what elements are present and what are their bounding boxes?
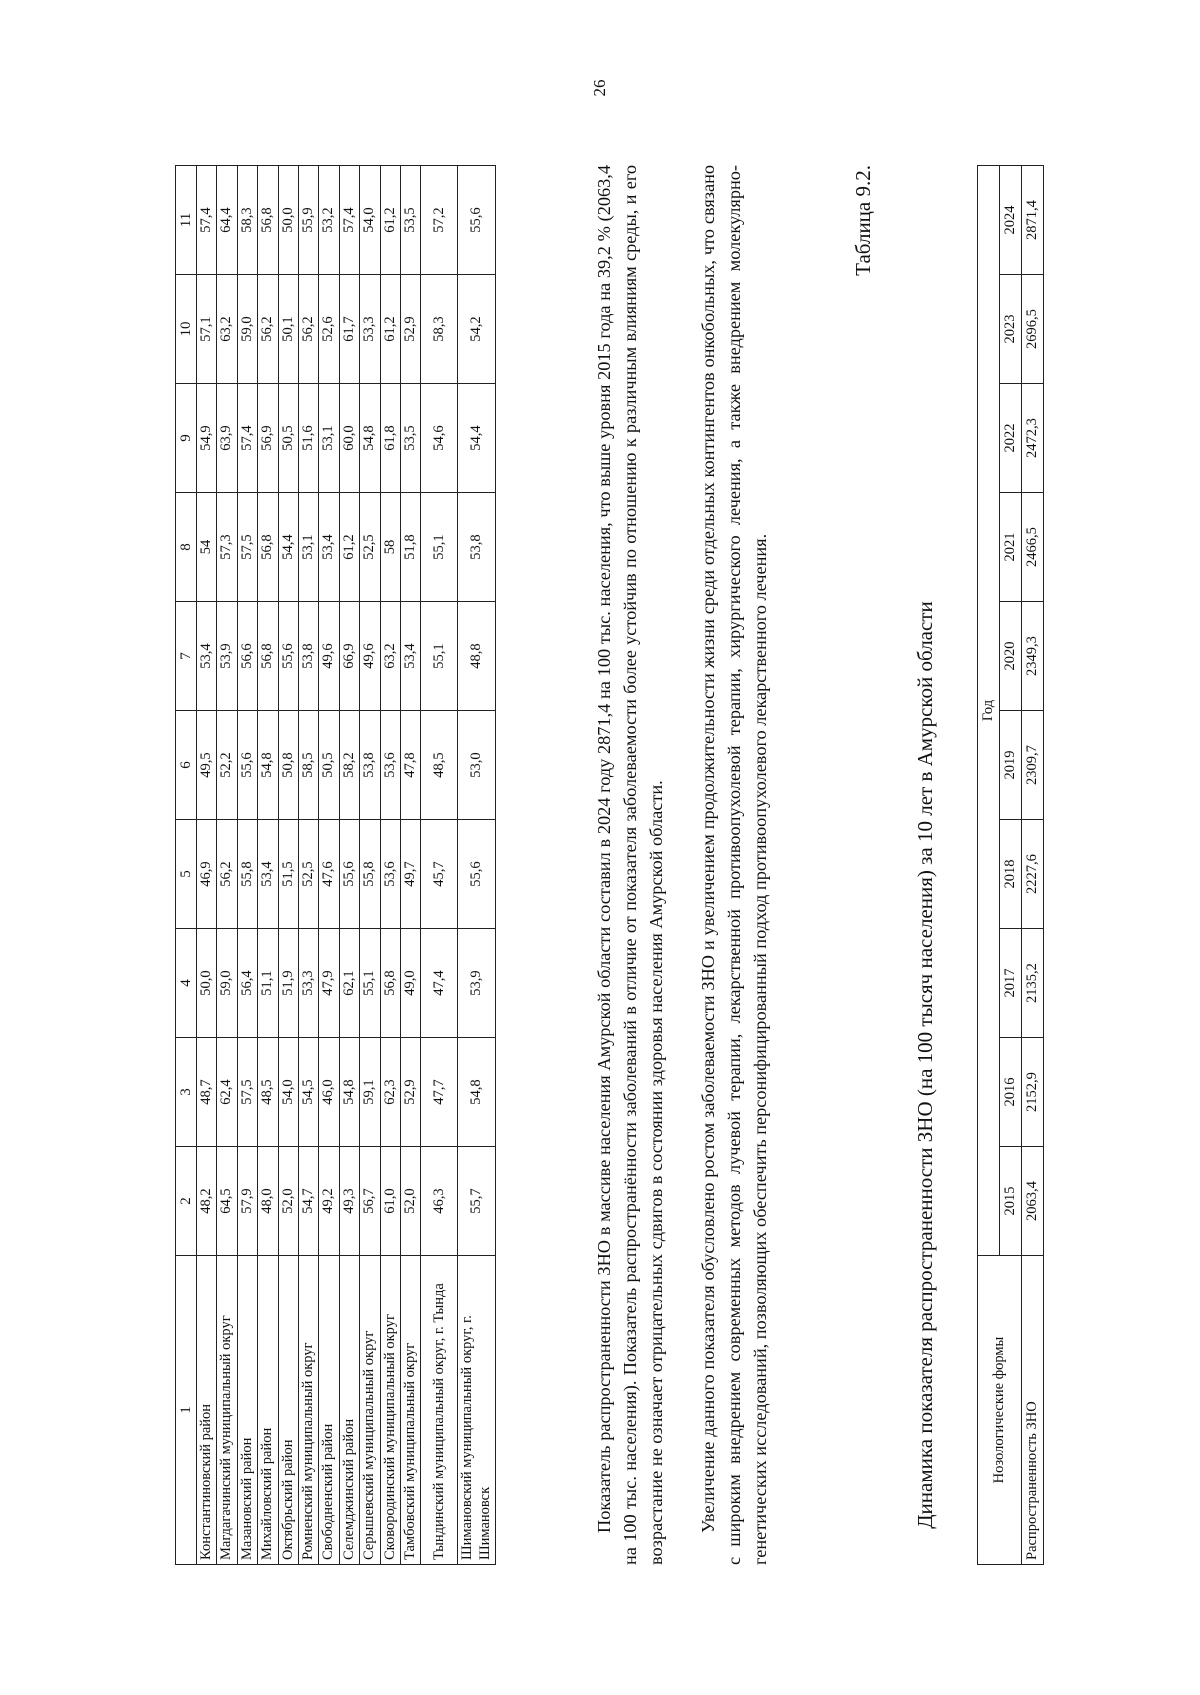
col-header-7: 7 xyxy=(176,602,197,711)
table-cell: 47,8 xyxy=(400,711,420,820)
table-cell: 55,1 xyxy=(421,493,458,602)
dynamics-header-row xyxy=(978,166,1000,1565)
table-cell: 48,8 xyxy=(458,602,496,711)
table-cell: 45,7 xyxy=(421,820,458,929)
table-cell: 2696,5 xyxy=(1022,275,1044,384)
table-cell: 55,1 xyxy=(421,602,458,711)
table-cell: 52,9 xyxy=(400,1038,420,1147)
district-name: Магдагачинский муниципальный округ xyxy=(217,1256,237,1565)
table-cell: 2135,2 xyxy=(1022,929,1044,1038)
table-cell: 56,8 xyxy=(258,166,278,275)
table-cell: 47,9 xyxy=(319,929,339,1038)
col-header-4: 4 xyxy=(176,929,197,1038)
year-header: 2023 xyxy=(1000,275,1022,384)
district-name: Селемджинский район xyxy=(339,1256,359,1565)
table-cell: 53,9 xyxy=(458,929,496,1038)
table-cell: 53,2 xyxy=(319,166,339,275)
year-header: 2019 xyxy=(1000,711,1022,820)
table-row xyxy=(339,166,359,1565)
table-cell: 66,9 xyxy=(339,602,359,711)
table-cell: 56,8 xyxy=(258,493,278,602)
table-cell: 53,8 xyxy=(458,493,496,602)
table-cell: 55,6 xyxy=(237,711,257,820)
table-row xyxy=(217,166,237,1565)
table-cell: 53,4 xyxy=(197,602,217,711)
table-cell: 61,8 xyxy=(380,384,400,493)
district-name: Сковородинский муниципальный округ xyxy=(380,1256,400,1565)
table-row xyxy=(380,166,400,1565)
col-header-9: 9 xyxy=(176,384,197,493)
table-cell: 50,0 xyxy=(278,166,298,275)
table-cell: 53,5 xyxy=(400,166,420,275)
year-header: 2020 xyxy=(1000,602,1022,711)
table-cell: 50,1 xyxy=(278,275,298,384)
table-cell: 57,9 xyxy=(237,1147,257,1256)
district-name: Свободненский район xyxy=(319,1256,339,1565)
table-cell: 55,8 xyxy=(360,820,380,929)
district-name: Шимановский муниципальный округ, г. Шимановск xyxy=(458,1256,496,1565)
table-cell: 52,0 xyxy=(400,1147,420,1256)
table-cell: 2227,6 xyxy=(1022,820,1044,929)
table-cell: 50,0 xyxy=(197,929,217,1038)
district-table xyxy=(175,165,496,1565)
table-cell: 46,0 xyxy=(319,1038,339,1147)
table-row xyxy=(258,166,278,1565)
table-cell: 48,0 xyxy=(258,1147,278,1256)
table-cell: 53,8 xyxy=(298,602,318,711)
district-table-header xyxy=(176,166,197,1565)
table-cell: 63,9 xyxy=(217,384,237,493)
table-row xyxy=(197,166,217,1565)
year-header: 2018 xyxy=(1000,820,1022,929)
table-cell: 58,3 xyxy=(237,166,257,275)
table-cell: 47,4 xyxy=(421,929,458,1038)
table-cell: 56,2 xyxy=(217,820,237,929)
table-cell: 62,4 xyxy=(217,1038,237,1147)
table-cell: 55,6 xyxy=(339,820,359,929)
district-name: Ромненский муниципальный округ xyxy=(298,1256,318,1565)
table-cell: 56,8 xyxy=(258,602,278,711)
district-name: Тамбовский муниципальный округ xyxy=(400,1256,420,1565)
table-cell: 54,4 xyxy=(458,384,496,493)
year-header: 2024 xyxy=(1000,166,1022,275)
district-name: Серышевский муниципальный округ xyxy=(360,1256,380,1565)
table-cell: 49,6 xyxy=(360,602,380,711)
table-cell: 59,0 xyxy=(217,929,237,1038)
table-row xyxy=(360,166,380,1565)
table-cell: 46,9 xyxy=(197,820,217,929)
table-cell: 2063,4 xyxy=(1022,1147,1044,1256)
table-cell: 2871,4 xyxy=(1022,166,1044,275)
table-cell: 53,4 xyxy=(258,820,278,929)
table-cell: 54,5 xyxy=(298,1038,318,1147)
table-cell: 53,0 xyxy=(458,711,496,820)
table-cell: 61,2 xyxy=(339,493,359,602)
table-cell: 63,2 xyxy=(380,602,400,711)
table-cell: 54,0 xyxy=(360,166,380,275)
table-row xyxy=(298,166,318,1565)
table-cell: 61,7 xyxy=(339,275,359,384)
table-row xyxy=(421,166,458,1565)
table-cell: 57,5 xyxy=(237,493,257,602)
table-cell: 53,3 xyxy=(360,275,380,384)
paragraph-prevalence: Показатель распространенности ЗНО в массиве населения Амурской области составил в 2024 году 2871,4 на 100 тыс. населения, что выше уровня 2015 года на 39,2 % (2063,4 на 100 тыс. населения). Показатель распространённости заболеваний в отличие от показателя заболеваемости более устойчив по отношению к различным влияниям среды, и его возрастание не означает отрицательных сдвигов в состоянии здоровья населения Амурской области. xyxy=(594,165,666,1565)
table-cell: 49,5 xyxy=(197,711,217,820)
table-cell: 52,6 xyxy=(319,275,339,384)
table-cell: 55,6 xyxy=(278,602,298,711)
table-cell: 53,1 xyxy=(319,384,339,493)
table-cell: 61,2 xyxy=(380,166,400,275)
table-cell: 2349,3 xyxy=(1022,602,1044,711)
table-label: Таблица 9.2. xyxy=(851,165,875,276)
table-row xyxy=(237,166,257,1565)
table-cell: 64,5 xyxy=(217,1147,237,1256)
table-cell: 63,2 xyxy=(217,275,237,384)
table-cell: 55,6 xyxy=(458,166,496,275)
table-cell: 57,2 xyxy=(421,166,458,275)
table-cell: 53,9 xyxy=(217,602,237,711)
table-cell: 53,6 xyxy=(380,820,400,929)
table-cell: 56,2 xyxy=(298,275,318,384)
district-name: Константиновский район xyxy=(197,1256,217,1565)
table-cell: 62,1 xyxy=(339,929,359,1038)
table-cell: 59,1 xyxy=(360,1038,380,1147)
table-cell: 48,7 xyxy=(197,1038,217,1147)
table-cell: 55,8 xyxy=(237,820,257,929)
table-cell: 55,7 xyxy=(458,1147,496,1256)
table-cell: 53,3 xyxy=(298,929,318,1038)
dynamics-table xyxy=(977,165,1044,1565)
col-header-2: 2 xyxy=(176,1147,197,1256)
district-name: Октябрьский район xyxy=(278,1256,298,1565)
table-cell: 56,7 xyxy=(360,1147,380,1256)
table-cell: 50,5 xyxy=(278,384,298,493)
year-header: 2021 xyxy=(1000,493,1022,602)
nosology-header: Нозологические формы xyxy=(978,1256,1022,1565)
col-header-11: 11 xyxy=(176,166,197,275)
table-cell: 54,9 xyxy=(197,384,217,493)
table-cell: 49,7 xyxy=(400,820,420,929)
table-cell: 2152,9 xyxy=(1022,1038,1044,1147)
table-cell: 56,8 xyxy=(380,929,400,1038)
dynamics-title: Динамика показателя распространенности ЗНО (на 100 тысяч населения) за 10 лет в Амурской области xyxy=(913,601,937,1529)
table-row xyxy=(458,166,496,1565)
table-cell: 2466,5 xyxy=(1022,493,1044,602)
table-cell: 47,6 xyxy=(319,820,339,929)
table-cell: 58,3 xyxy=(421,275,458,384)
district-name: Мазановский район xyxy=(237,1256,257,1565)
table-cell: 56,4 xyxy=(237,929,257,1038)
table-cell: 55,9 xyxy=(298,166,318,275)
table-cell: 49,6 xyxy=(319,602,339,711)
nosology-name: Распространенность ЗНО xyxy=(1022,1256,1044,1565)
table-cell: 52,9 xyxy=(400,275,420,384)
paragraph-increase: Увеличение данного показателя обусловлено ростом заболеваемости ЗНО и увеличением продолжительности жизни среди отдельных контингентов онкобольных, что связано с широким внедрением современных методов лучевой терапии, лекарственной противоопухолевой терапии, хирургического лечения, а также внедрением молекулярно-генетических исследований, позволяющих обеспечить персонифицированный подход противоопухолевого лекарственного лечения. xyxy=(698,165,770,1565)
table-cell: 53,8 xyxy=(360,711,380,820)
table-cell: 49,2 xyxy=(319,1147,339,1256)
table-cell: 53,5 xyxy=(400,384,420,493)
table-cell: 47,7 xyxy=(421,1038,458,1147)
year-header: 2016 xyxy=(1000,1038,1022,1147)
district-table-body xyxy=(197,166,496,1565)
col-header-1: 1 xyxy=(176,1256,197,1565)
table-cell: 60,0 xyxy=(339,384,359,493)
col-header-5: 5 xyxy=(176,820,197,929)
table-cell: 51,6 xyxy=(298,384,318,493)
year-header: 2015 xyxy=(1000,1147,1022,1256)
table-cell: 54,8 xyxy=(458,1038,496,1147)
table-cell: 58,2 xyxy=(339,711,359,820)
table-cell: 54,8 xyxy=(360,384,380,493)
table-cell: 53,4 xyxy=(319,493,339,602)
col-header-6: 6 xyxy=(176,711,197,820)
table-cell: 52,5 xyxy=(360,493,380,602)
table-cell: 53,1 xyxy=(298,493,318,602)
table-cell: 48,5 xyxy=(258,1038,278,1147)
table-cell: 59,0 xyxy=(237,275,257,384)
table-cell: 54,4 xyxy=(278,493,298,602)
table-cell: 57,4 xyxy=(197,166,217,275)
table-cell: 54,2 xyxy=(458,275,496,384)
table-cell: 50,8 xyxy=(278,711,298,820)
page-number: 26 xyxy=(590,79,609,97)
table-cell: 54,8 xyxy=(339,1038,359,1147)
table-row xyxy=(400,166,420,1565)
table-cell: 62,3 xyxy=(380,1038,400,1147)
table-cell: 58 xyxy=(380,493,400,602)
table-cell: 54,0 xyxy=(278,1038,298,1147)
table-cell: 52,2 xyxy=(217,711,237,820)
table-cell: 2472,3 xyxy=(1022,384,1044,493)
table-cell: 61,2 xyxy=(380,275,400,384)
table-cell: 49,3 xyxy=(339,1147,359,1256)
table-cell: 2309,7 xyxy=(1022,711,1044,820)
table-cell: 56,2 xyxy=(258,275,278,384)
table-cell: 49,0 xyxy=(400,929,420,1038)
table-cell: 51,8 xyxy=(400,493,420,602)
col-header-10: 10 xyxy=(176,275,197,384)
table-cell: 53,6 xyxy=(380,711,400,820)
table-cell: 56,6 xyxy=(237,602,257,711)
table-row xyxy=(319,166,339,1565)
table-cell: 51,1 xyxy=(258,929,278,1038)
rotated-content xyxy=(175,45,1175,1565)
table-cell: 57,3 xyxy=(217,493,237,602)
table-cell: 52,5 xyxy=(298,820,318,929)
table-cell: 57,5 xyxy=(237,1038,257,1147)
table-cell: 48,2 xyxy=(197,1147,217,1256)
table-cell: 54,8 xyxy=(258,711,278,820)
table-cell: 51,5 xyxy=(278,820,298,929)
table-cell: 50,5 xyxy=(319,711,339,820)
table-cell: 46,3 xyxy=(421,1147,458,1256)
table-cell: 52,0 xyxy=(278,1147,298,1256)
table-cell: 57,1 xyxy=(197,275,217,384)
year-header: 2017 xyxy=(1000,929,1022,1038)
table-cell: 55,6 xyxy=(458,820,496,929)
table-cell: 54 xyxy=(197,493,217,602)
table-cell: 54,7 xyxy=(298,1147,318,1256)
table-cell: 53,4 xyxy=(400,602,420,711)
table-cell: 54,6 xyxy=(421,384,458,493)
table-cell: 61,0 xyxy=(380,1147,400,1256)
col-header-8: 8 xyxy=(176,493,197,602)
year-header: 2022 xyxy=(1000,384,1022,493)
table-cell: 51,9 xyxy=(278,929,298,1038)
table-cell: 58,5 xyxy=(298,711,318,820)
table-row xyxy=(1022,166,1044,1565)
table-cell: 64,4 xyxy=(217,166,237,275)
table-cell: 57,4 xyxy=(237,384,257,493)
table-cell: 56,9 xyxy=(258,384,278,493)
district-name: Михайловский район xyxy=(258,1256,278,1565)
table-cell: 57,4 xyxy=(339,166,359,275)
col-header-3: 3 xyxy=(176,1038,197,1147)
table-row xyxy=(278,166,298,1565)
year-group-header: Год xyxy=(978,166,1000,1256)
table-cell: 48,5 xyxy=(421,711,458,820)
table-cell: 55,1 xyxy=(360,929,380,1038)
district-name: Тындинский муниципальный округ, г. Тында xyxy=(421,1256,458,1565)
